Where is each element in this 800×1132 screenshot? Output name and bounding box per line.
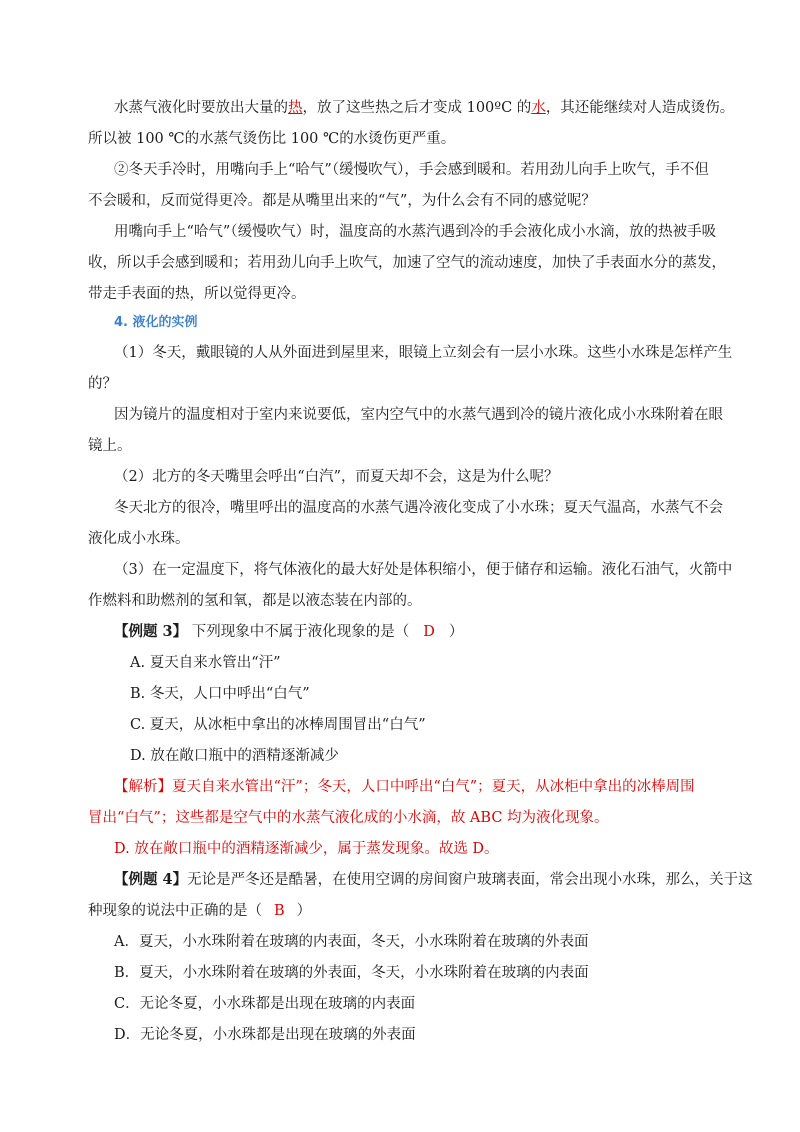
text-run: 下列现象中不属于液化现象的是（ [187,624,410,640]
paragraph-line: 不会暖和，反而觉得更冷。都是从嘴里出来的“气”，为什么会有不同的感觉呢？ [88,193,596,209]
highlighted-word-heat: 热 [288,100,303,116]
text-run: ） [296,903,312,919]
paragraph-line: （3）在一定温度下，将气体液化的最大好处是体积缩小，便于储存和运输。液化石油气，火箭中 [114,562,733,578]
option-item: A．夏天，小水珠附着在玻璃的内表面，冬天，小水珠附着在玻璃的外表面 [114,934,589,950]
text-run: ，放了这些热之后才变成 100ºC 的 [302,100,532,116]
paragraph-line: 用嘴向手上“哈气”（缓慢吹气）时，温度高的水蒸汽遇到冷的手会液化成小水滴，放的热被手吸 [114,224,717,240]
answer-letter: D [423,624,435,640]
text-run: ，其还能继续对人造成烫伤。 [545,100,735,116]
paragraph-line: 作燃料和助燃剂的氢和氧，都是以液态装在内部的。 [88,593,422,609]
paragraph-line: （2）北方的冬天嘴里会呼出“白汽”，而夏天却不会，这是为什么呢？ [114,469,559,485]
highlighted-word-water: 水 [531,100,546,116]
analysis-line: 冒出“白气”；这些都是空气中的水蒸气液化成的小水滴，故 ABC 均为液化现象。 [88,810,609,826]
option-item: B. 冬天，人口中呼出“白气” [130,686,310,702]
paragraph-line: 镜上。 [88,438,132,454]
text-run: 无论是严冬还是酷暑，在使用空调的房间窗户玻璃表面，常会出现小水珠，那么，关于这 [187,872,753,888]
paragraph-line [114,98,734,118]
paragraph-line: 收，所以手会感到暖和；若用劲儿向手上吹气，加速了空气的流动速度，加快了手表面水分的蒸发， [88,255,726,271]
paragraph-line: 所以被 100 ℃的水蒸气烫伤比 100 ℃的水烫伤更严重。 [88,131,456,147]
analysis-line: D. 放在敞口瓶中的酒精逐渐减少，属于蒸发现象。故选 D。 [114,841,499,857]
example-4-stem [114,870,753,890]
paragraph-line: 带走手表面的热，所以觉得更冷。 [88,286,306,302]
paragraph-line: 液化成小水珠。 [88,531,190,547]
analysis-line: 【解析】夏天自来水管出“汗”；冬天，人口中呼出“白气”；夏天，从冰柜中拿出的冰棒周围 [114,779,695,795]
answer-letter: B [274,903,285,919]
paragraph-line: 因为镜片的温度相对于室内来说要低，室内空气中的水蒸气遇到冷的镜片液化成小水珠附着在眼 [114,407,723,423]
paragraph-line: （1）冬天，戴眼镜的人从外面进到屋里来，眼镜上立刻会有一层小水珠。这些小水珠是怎样产生 [114,345,733,361]
option-item: D．无论冬夏，小水珠都是出现在玻璃的外表面 [114,1027,416,1043]
option-item: B．夏天，小水珠附着在玻璃的外表面，冬天，小水珠附着在玻璃的内表面 [114,965,589,981]
paragraph-line: 的？ [88,376,117,392]
section-heading: 4. 液化的实例 [114,315,198,330]
option-item: D. 放在敞口瓶中的酒精逐渐减少 [130,748,339,764]
example-4-stem-cont [88,901,311,921]
example-label: 【例题 3】 [114,623,188,640]
text-run: 水蒸气液化时要放出大量的 [114,100,288,116]
option-item: C．无论冬夏，小水珠都是出现在玻璃的内表面 [114,996,416,1012]
paragraph-line: ②冬天手冷时，用嘴向手上“哈气”（缓慢吹气），手会感到暖和。若用劲儿向手上吹气，手不但 [114,162,709,178]
text-run: ） [448,624,464,640]
example-label: 【例题 4】 [114,871,188,888]
text-run: 种现象的说法中正确的是（ [88,903,262,919]
paragraph-line: 冬天北方的很冷，嘴里呼出的温度高的水蒸气遇冷液化变成了小水珠；夏天气温高，水蒸气不会 [114,500,723,516]
option-item: C. 夏天，从冰柜中拿出的冰棒周围冒出“白气” [130,717,426,733]
example-3-stem [114,622,463,642]
option-item: A. 夏天自来水管出“汗” [130,655,281,671]
